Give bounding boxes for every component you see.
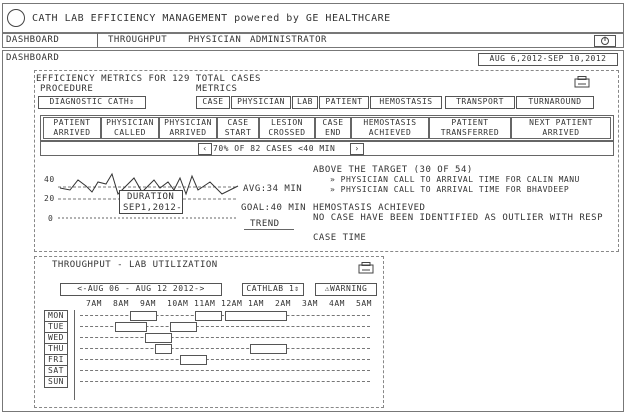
hour-label: 1AM [248,299,264,308]
tooltip-line-2: SEP1,2012- [123,203,183,213]
booking-block[interactable] [130,311,157,321]
summary-text: 70% OF 82 CASES <40 MIN [213,144,336,153]
booking-block[interactable] [225,311,287,321]
stage-lesion-crossed[interactable]: LESION CROSSED [259,117,315,139]
note-target: ABOVE THE TARGET (30 OF 54) [313,165,473,175]
booking-block[interactable] [145,333,172,343]
stage-hemostasis-achieved[interactable]: HEMOSTASIS ACHIEVED [351,117,429,139]
select-arrows-icon: ⇕ [129,97,135,106]
tooltip-line-1: DURATION [127,192,175,202]
warning-label: WARNING [330,284,368,293]
date-range-picker[interactable]: AUG 6,2012-SEP 10,2012 [478,53,618,66]
print-icon[interactable] [358,262,374,274]
logo-icon [6,8,26,28]
arrow-right-icon: -> [194,284,205,293]
booking-block[interactable] [250,344,287,354]
stage-patient-arrived[interactable]: PATIENT ARRIVED [43,117,101,139]
day-label-thu: THU [44,343,68,355]
metric-tab-case[interactable]: CASE [196,96,230,109]
metrics-label: METRICS [196,84,238,94]
day-label-fri: FRI [44,354,68,366]
procedure-select[interactable] [38,96,146,109]
warning-icon: ⚠ [324,284,331,293]
nav-physician[interactable]: PHYSICIAN [188,35,242,45]
hour-label: 2AM [275,299,291,308]
app-title: CATH LAB EFFICIENCY MANAGEMENT powered by GE HEALTHCARE [32,13,391,24]
nav-divider [97,33,98,47]
power-button[interactable] [594,35,616,47]
goal-label: GOAL:40 MIN [241,203,307,213]
day-label-mon: MON [44,310,68,322]
note-case-time: CASE TIME [313,233,367,243]
select-arrows-icon: ⇕ [294,284,300,293]
procedure-select-value: DIAGNOSTIC CATH [49,97,130,106]
week-range-picker[interactable] [60,283,222,296]
stage-physician-arrived[interactable]: PHYSICIAN ARRIVED [159,117,217,139]
arrow-left-icon: <- [77,284,88,293]
y-tick-0: 0 [48,214,54,223]
stage-next-patient-arrived[interactable]: NEXT PATIENT ARRIVED [511,117,611,139]
hour-label: 9AM [140,299,156,308]
chevron-right-icon: › [354,144,360,153]
week-range-label: AUG 06 - AUG 12 2012 [87,284,195,293]
day-label-wed: WED [44,332,68,344]
day-label-sun: SUN [44,376,68,388]
page-title: DASHBOARD [6,53,60,63]
nav-throughput[interactable]: THROUGHPUT [108,35,168,45]
hour-label: 11AM [194,299,216,308]
note-outlier: NO CASE HAVE BEEN IDENTIFIED AS OUTLIER WITH RESP [313,213,604,223]
booking-block[interactable] [115,322,147,332]
lab-select[interactable] [242,283,304,296]
note-bullet-2: » PHYSICIAN CALL TO ARRIVAL TIME FOR BHAVDEEP [330,185,570,194]
schedule-row [80,337,370,338]
booking-block[interactable] [170,322,197,332]
trend-label: TREND [250,219,280,229]
schedule-row [80,370,370,371]
hour-label: 4AM [329,299,345,308]
nav-dashboard[interactable]: DASHBOARD [6,35,60,45]
stage-physician-called[interactable]: PHYSICIAN CALLED [101,117,159,139]
nav-administrator[interactable]: ADMINISTRATOR [250,35,327,45]
note-bullet-1: » PHYSICIAN CALL TO ARRIVAL TIME FOR CALIN MANU [330,175,580,184]
power-icon [600,36,610,46]
print-icon[interactable] [574,76,590,88]
y-tick-20: 20 [44,194,55,203]
metric-tab-lab[interactable]: LAB [292,96,318,109]
booking-block[interactable] [155,344,172,354]
hour-label: 12AM [221,299,243,308]
metric-tab-transport[interactable]: TRANSPORT [445,96,515,109]
booking-block[interactable] [180,355,207,365]
day-label-tue: TUE [44,321,68,333]
throughput-title: THROUGHPUT - LAB UTILIZATION [52,260,218,270]
booking-block[interactable] [195,311,222,321]
chevron-left-icon: ‹ [202,144,208,153]
note-hemostasis: HEMOSTASIS ACHIEVED [313,203,426,213]
procedure-label: PROCEDURE [40,84,94,94]
avg-label: AVG:34 MIN [243,184,303,194]
schedule-row [80,348,370,349]
stage-case-end[interactable]: CASE END [315,117,351,139]
metric-tab-turnaround[interactable]: TURNAROUND [516,96,594,109]
hour-label: 5AM [356,299,372,308]
metric-tab-hemostasis[interactable]: HEMOSTASIS [370,96,442,109]
hour-label: 10AM [167,299,189,308]
summary-next-button[interactable] [350,143,364,155]
stage-patient-transferred[interactable]: PATIENT TRANSFERRED [429,117,511,139]
efficiency-title: EFFICIENCY METRICS FOR 129 TOTAL CASES [36,74,261,84]
trend-rule [244,229,294,230]
summary-prev-button[interactable] [198,143,212,155]
stage-case-start[interactable]: CASE START [217,117,259,139]
hour-label: 7AM [86,299,102,308]
warning-button[interactable] [315,283,377,296]
schedule-row [80,359,370,360]
schedule-rule [74,310,75,400]
throughput-panel [34,256,384,408]
schedule-row [80,381,370,382]
lab-select-value: CATHLAB 1 [246,284,295,293]
y-tick-40: 40 [44,175,55,184]
hour-label: 3AM [302,299,318,308]
hour-label: 8AM [113,299,129,308]
metric-tab-physician[interactable]: PHYSICIAN [231,96,291,109]
day-label-sat: SAT [44,365,68,377]
metric-tab-patient[interactable]: PATIENT [319,96,369,109]
